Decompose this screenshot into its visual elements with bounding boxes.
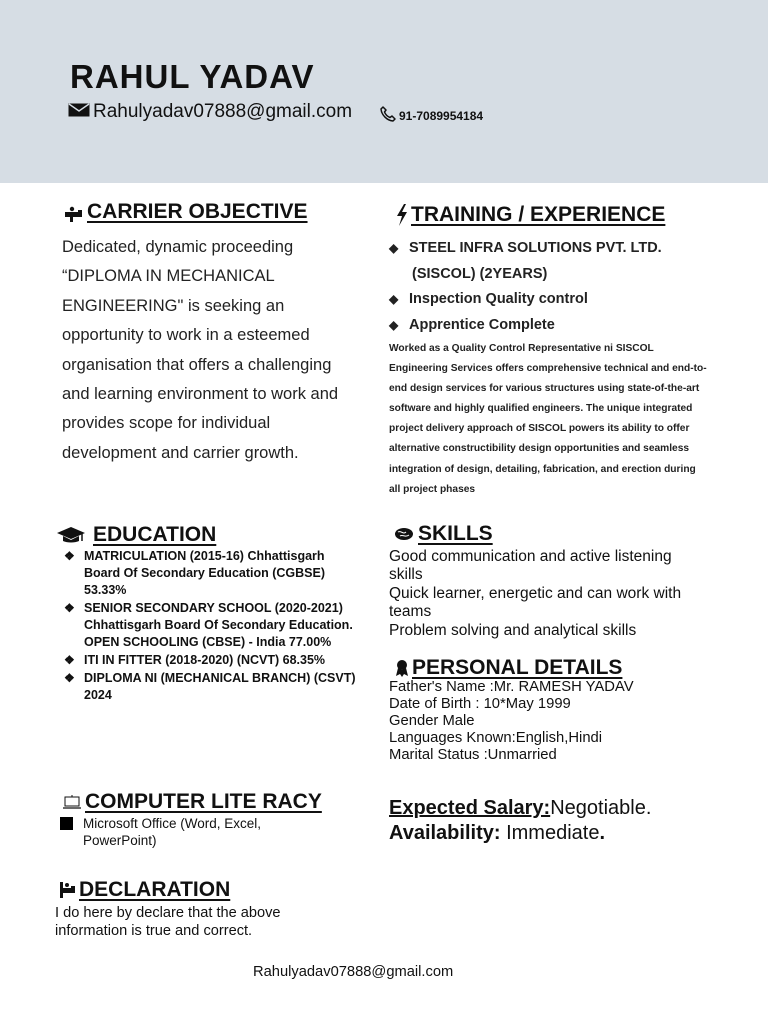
education-item-text: MATRICULATION (2015-16) Chhattisgarh Board Of Secondary Education (CGBSE) 53.33%: [84, 549, 326, 597]
skill-item: Quick learner, energetic and can work with teams: [389, 584, 682, 621]
personal-item: Date of Birth : 10*May 1999: [389, 695, 571, 712]
experience-company-text: STEEL INFRA SOLUTIONS PVT. LTD.: [409, 240, 662, 256]
declaration-heading: [59, 878, 230, 902]
experience-heading: [395, 203, 665, 227]
brain-icon: [394, 527, 414, 541]
experience-item: [389, 313, 709, 339]
computer-title: COMPUTER LITE RACY: [85, 790, 322, 813]
experience-company-sub: (SISCOL) (2YEARS): [412, 265, 548, 282]
lightning-icon: [395, 204, 409, 226]
education-list: [64, 548, 364, 705]
header-banner: [0, 0, 768, 183]
computer-item-text: Microsoft Office (Word, Excel, PowerPoint): [83, 816, 262, 848]
footer-email[interactable]: Rahulyadav07888@gmail.com: [253, 964, 454, 980]
diamond-star-bullet-icon: ❖: [64, 601, 75, 615]
objective-title: CARRIER OBJECTIVE: [87, 200, 308, 223]
candidate-name: RAHUL YADAV: [70, 58, 315, 95]
experience-description: Worked as a Quality Control Representative ni SISCOL Engineering Services offers comprehensive technical and end-to-end design services for various structures using state-of-the-art software and highly qualified engineers. The unique integrated project delivery approach of SISCOL powers its ability to offer alternative constructibility design opportunities and seamless integration of design, detailing, fabrication, and erection during all project phases: [389, 343, 707, 495]
award-icon: [395, 659, 409, 677]
objective-text: Dedicated, dynamic proceeding “DIPLOMA IN MECHANICAL ENGINEERING" is seeking an opportunity to work in a esteemed organisation that offers a challenging and learning environment to work and provides scope for individual development and carrier growth.: [62, 238, 339, 462]
education-item-text: DIPLOMA NI (MECHANICAL BRANCH) (CSVT) 2024: [84, 671, 356, 702]
skill-item: Good communication and active listening skills: [389, 548, 672, 584]
education-item-text: ITI IN FITTER (2018-2020) (NCVT) 68.35%: [84, 653, 326, 667]
experience-company: [389, 236, 709, 262]
declaration-person-icon: [59, 880, 77, 900]
diamond-bullet-icon: ◆: [389, 292, 399, 306]
declaration-text: I do here by declare that the above information is true and correct.: [55, 905, 281, 939]
person-icon: [63, 202, 85, 222]
envelope-icon: [68, 101, 90, 123]
diamond-star-bullet-icon: ❖: [64, 653, 75, 667]
experience-item-text: Apprentice Complete: [409, 316, 555, 333]
header-email[interactable]: [68, 101, 352, 123]
education-heading: [57, 523, 216, 547]
header-email-text[interactable]: Rahulyadav07888@gmail.com: [93, 101, 353, 122]
availability-value: Immediate: [500, 822, 600, 844]
skills-title: SKILLS: [418, 522, 493, 545]
personal-title: PERSONAL DETAILS: [412, 656, 623, 679]
salary-label: Expected Salary:: [389, 797, 551, 819]
phone-icon: [380, 106, 396, 125]
experience-item: [389, 287, 709, 313]
computer-item: [60, 815, 320, 849]
header-phone-text[interactable]: 91-7089954184: [399, 108, 484, 123]
education-item: [64, 600, 364, 651]
personal-list: [389, 679, 689, 764]
header-phone[interactable]: [380, 106, 483, 125]
availability-label: Availability:: [389, 822, 501, 844]
personal-heading: [395, 656, 622, 680]
personal-item: Languages Known:English,Hindi: [389, 729, 603, 746]
declaration-title: DECLARATION: [79, 878, 231, 901]
square-bullet-icon: [60, 817, 73, 830]
availability: [389, 821, 605, 846]
salary-value: Negotiable.: [550, 797, 652, 819]
expected-salary: [389, 796, 651, 821]
education-item-text: SENIOR SECONDARY SCHOOL (2020-2021) Chhattisgarh Board Of Secondary Education. OPEN SCHOOLING (CBSE) - India 77.00%: [84, 601, 353, 649]
personal-item: Father's Name :Mr. RAMESH YADAV: [389, 679, 634, 695]
experience-item-text: Inspection Quality control: [409, 291, 588, 307]
education-item: [64, 548, 364, 599]
diamond-bullet-icon: ◆: [389, 317, 399, 332]
availability-end: .: [599, 822, 606, 844]
experience-list: [389, 236, 709, 338]
diamond-bullet-icon: ◆: [389, 241, 399, 255]
skill-item: Problem solving and analytical skills: [389, 621, 637, 639]
personal-item: Gender Male: [389, 712, 475, 729]
skills-heading: [394, 522, 493, 546]
skills-list: [389, 548, 689, 640]
personal-item: Marital Status :Unmarried: [389, 746, 557, 763]
education-title: EDUCATION: [93, 523, 217, 546]
computer-heading: [62, 790, 322, 814]
experience-title: TRAINING / EXPERIENCE: [411, 203, 666, 226]
education-item: [64, 652, 364, 669]
diamond-star-bullet-icon: ❖: [64, 549, 75, 563]
computer-icon: [62, 794, 82, 810]
diamond-star-bullet-icon: ❖: [64, 671, 75, 685]
objective-heading: [63, 200, 308, 224]
education-item: [64, 670, 364, 704]
graduation-cap-icon: [57, 527, 85, 543]
